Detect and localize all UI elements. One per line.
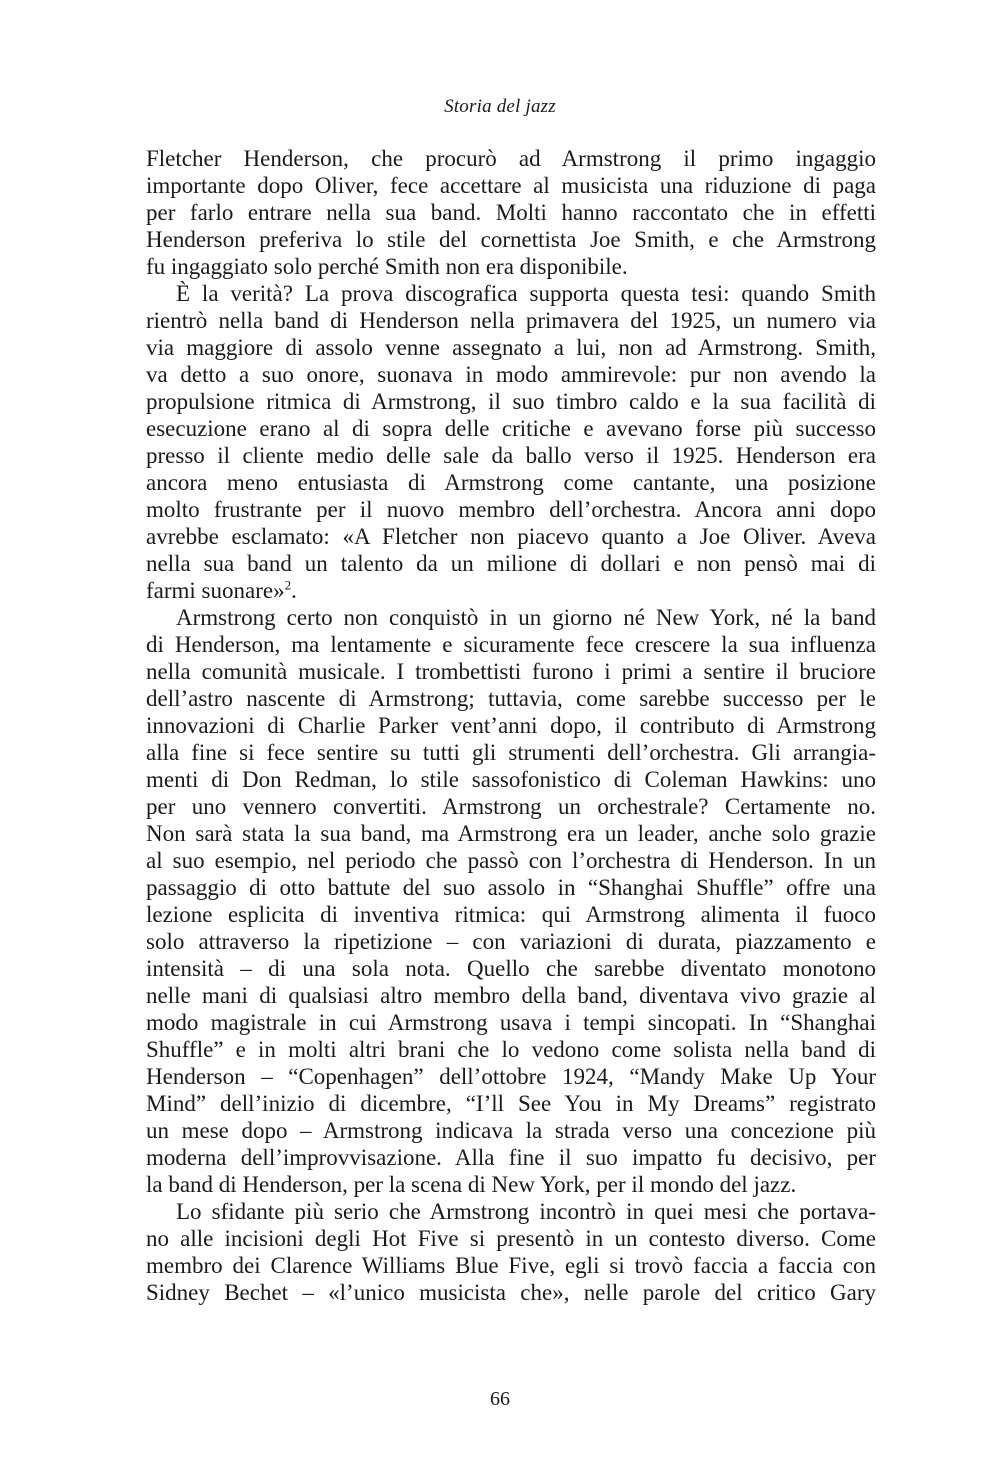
text-line: per uno vennero convertiti. Armstrong un orchestrale? Certamente no. [146,794,876,819]
paragraph [146,145,876,280]
text-line: membro dei Clarence Williams Blue Five, egli si trovò faccia a faccia con [146,1253,876,1278]
paragraph [146,280,876,604]
text-line: no alle incisioni degli Hot Five si presentò in un contesto diverso. Come [146,1226,876,1251]
text-line: passaggio di otto battute del suo assolo in “Shanghai Shuffle” offre una [146,875,876,900]
text-line: avrebbe esclamato: «A Fletcher non piacevo quanto a Joe Oliver. Aveva [146,524,876,549]
text-line: nelle mani di qualsiasi altro membro della band, diventava vivo grazie al [146,983,876,1008]
trailing-punctuation: . [291,578,297,603]
text-line: al suo esempio, nel periodo che passò con l’orchestra di Henderson. In un [146,848,876,873]
text-line: esecuzione erano al di sopra delle critiche e avevano forse più successo [146,416,876,441]
text-line: via maggiore di assolo venne assegnato a lui, non ad Armstrong. Smith, [146,335,876,360]
running-head: Storia del jazz [444,96,556,117]
text-line: È la verità? La prova discografica supporta questa tesi: quando Smith [176,281,876,306]
text-line: per farlo entrare nella sua band. Molti hanno raccontato che in effetti [146,200,876,225]
text-line: dell’astro nascente di Armstrong; tuttavia, come sarebbe successo per le [146,686,876,711]
text-line: solo attraverso la ripetizione – con variazioni di durata, piazzamento e [146,929,876,954]
paragraph [146,604,876,1198]
text-line: Henderson preferiva lo stile del cornettista Joe Smith, e che Armstrong [146,227,876,252]
text-line: Henderson – “Copenhagen” dell’ottobre 1924, “Mandy Make Up Your [146,1064,876,1089]
text-line: un mese dopo – Armstrong indicava la strada verso una concezione più [146,1118,876,1143]
text-line: Armstrong certo non conquistò in un giorno né New York, né la band [176,605,876,630]
text-line: la band di Henderson, per la scena di New York, per il mondo del jazz. [146,1172,797,1197]
text-line: di Henderson, ma lentamente e sicuramente fece crescere la sua influenza [146,632,876,657]
text-line: intensità – di una sola nota. Quello che sarebbe diventato monotono [146,956,876,981]
text-line: alla fine si fece sentire su tutti gli strumenti dell’orchestra. Gli arrangia- [146,740,876,765]
text-line: rientrò nella band di Henderson nella primavera del 1925, un numero via [146,308,876,333]
text-line: nella comunità musicale. I trombettisti furono i primi a sentire il bruciore [146,659,876,684]
text-line: Mind” dell’inizio di dicembre, “I’ll See You in My Dreams” registrato [146,1091,876,1116]
text-line: fu ingaggiato solo perché Smith non era disponibile. [146,254,628,279]
footnote-ref: 2 [284,577,292,593]
text-line: Shuffle” e in molti altri brani che lo vedono come solista nella band di [146,1037,876,1062]
page-number: 66 [490,1388,510,1410]
text-line: molto frustrante per il nuovo membro dell’orchestra. Ancora anni dopo [146,497,876,522]
text-line: ancora meno entusiasta di Armstrong come cantante, una posizione [146,470,876,495]
text-line: presso il cliente medio delle sale da ballo verso il 1925. Henderson era [146,443,876,468]
text-line: Lo sfidante più serio che Armstrong incontrò in quei mesi che portava- [176,1199,876,1224]
text-line: menti di Don Redman, lo stile sassofonistico di Coleman Hawkins: uno [146,767,876,792]
text-line: innovazioni di Charlie Parker vent’anni dopo, il contributo di Armstrong [146,713,876,738]
text-line: lezione esplicita di inventiva ritmica: qui Armstrong alimenta il fuoco [146,902,876,927]
text-line: modo magistrale in cui Armstrong usava i tempi sincopati. In “Shanghai [146,1010,876,1035]
text-line: moderna dell’improvvisazione. Alla fine il suo impatto fu decisivo, per [146,1145,876,1170]
text-line: nella sua band un talento da un milione di dollari e non pensò mai di [146,551,876,576]
text-line: Fletcher Henderson, che procurò ad Armstrong il primo ingaggio [146,146,876,171]
text-line: Sidney Bechet – «l’unico musicista che», nelle parole del critico Gary [146,1280,876,1305]
text-line: Non sarà stata la sua band, ma Armstrong era un leader, anche solo grazie [146,821,876,846]
text-line: farmi suonare»$^2$. [146,577,297,603]
text-line: importante dopo Oliver, fece accettare al musicista una riduzione di paga [146,173,876,198]
text-line: propulsione ritmica di Armstrong, il suo timbro caldo e la sua facilità di [146,389,876,414]
body-text [146,145,876,1306]
text-line: va detto a suo onore, suonava in modo ammirevole: pur non avendo la [146,362,876,387]
paragraph [146,1198,876,1306]
